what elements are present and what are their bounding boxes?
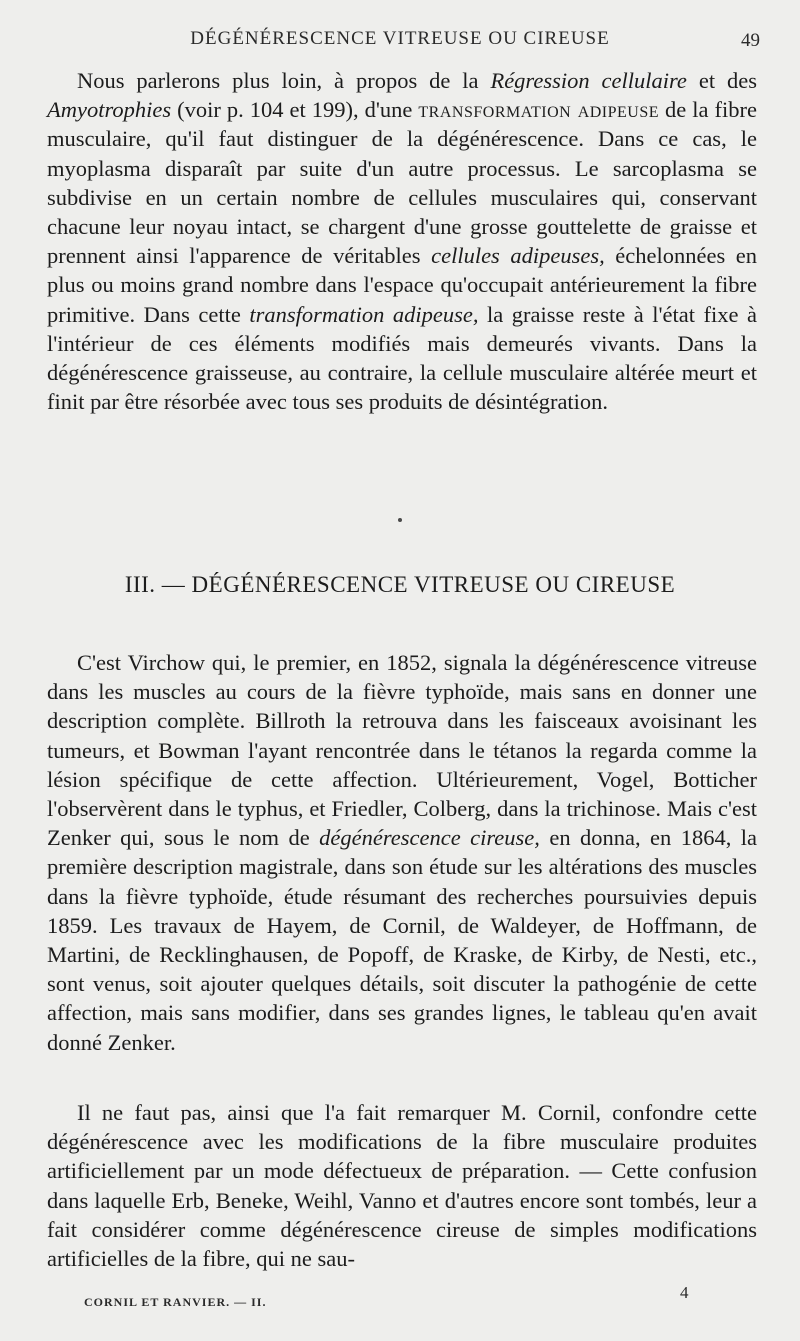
text-run: Nous parlerons plus loin, à propos de la [77, 68, 491, 93]
section-heading: III. — DÉGÉNÉRESCENCE VITREUSE OU CIREUSE [124, 572, 676, 597]
text-run: la graisse reste à l'état fixe à l'intérieur de ces éléments modifiés mais demeurés vivants. Dans la dégénérescence graisseuse, au contraire, la cellule musculaire altérée meurt et finit par être résorbée avec tous ses produits de désintégration. [47, 301, 757, 415]
running-head [40, 28, 760, 58]
paragraph-text [47, 648, 757, 1057]
italic-term-transformation-adipeuse: transformation adipeuse, [249, 301, 479, 327]
paragraph-text [47, 66, 757, 416]
sheet-number: 4 [680, 1283, 689, 1302]
paragraph-text [47, 1098, 757, 1273]
text-run: et des [686, 68, 757, 93]
running-title: DÉGÉNÉRESCENCE VITREUSE OU CIREUSE [190, 28, 610, 49]
text-run: Il ne faut pas, ainsi que l'a fait remarquer M. Cornil, confondre cette dégénérescence avec les modifications de la fibre musculaire produites artificiellement par un mode défectueux de préparation. — Cette confusion dans laquelle Erb, Beneke, Weihl, Vanno et d'autres encore sont tombés, leur a fait considérer comme dégénérescence cireuse de simples modifications artificielles de la fibre, qui ne sau- [47, 1100, 757, 1272]
footer-signature: CORNIL ET RANVIER. — II. [84, 1295, 267, 1309]
text-run: (voir p. 104 et 199), d'une [171, 97, 419, 123]
paragraph-adipose-transformation [47, 66, 757, 416]
text-run: échelonnées en plus ou moins grand nombre dans l'espace qu'occupait antérieurement la fibre primitive. Dans cette [47, 243, 757, 327]
small-caps-term: transformation adipeuse [418, 97, 660, 123]
italic-term-regression: Régression cellulaire [490, 68, 687, 93]
print-speck [398, 518, 402, 522]
page-number: 49 [741, 30, 760, 51]
paragraph-history [47, 648, 757, 1057]
text-run: en donna, en 1864, la première description magistrale, dans son étude sur les altérations des muscles dans la fièvre typhoïde, étude résumant des recherches poursuivies depuis 1859. Les travaux de Hayem, de Cornil, de Waldeyer, de Hoffmann, de Martini, de Recklinghausen, de Popoff, de Kraske, de Kirby, de Nesti, etc., sont venus, soit ajouter quelques détails, soit discuter la pathogénie de cette affection, mais sans modifier, dans ses grandes lignes, le tableau qu'en avait donné Zenker. [47, 825, 757, 1055]
text-run: C'est Virchow qui, le premier, en 1852, signala la dégénérescence vitreuse dans les muscles au cours de la fièvre typhoïde, mais sans en donner une description complète. Billroth la retrouva dans les faisceaux avoisinant les tumeurs, et Bowman l'ayant rencontrée dans le tétanos la regarda comme la lésion spécifique de cette affection. Ultérieurement, Vogel, Botticher l'observèrent dans le typhus, et Friedler, Colberg, dans la trichinose. Mais c'est Zenker qui, sous le nom de [47, 650, 757, 851]
italic-term-amyotrophies: Amyotrophies [47, 97, 172, 123]
paragraph-artifacts [47, 1098, 757, 1273]
text-run: de la fibre musculaire, qu'il faut distinguer de la dégénérescence. Dans ce cas, le myoplasma disparaît par suite d'un autre processus. Le sarcoplasma se subdivise en un certain nombre de cellules musculaires qui, conservant chacune leur noyau intact, se chargent d'une grosse gouttelette de graisse et prennent ainsi l'apparence de véritables [47, 97, 757, 269]
italic-term-cellules-adipeuses: cellules adipeuses, [431, 243, 605, 269]
italic-term-degenerescence-cireuse: dégénérescence cireuse, [319, 825, 540, 851]
